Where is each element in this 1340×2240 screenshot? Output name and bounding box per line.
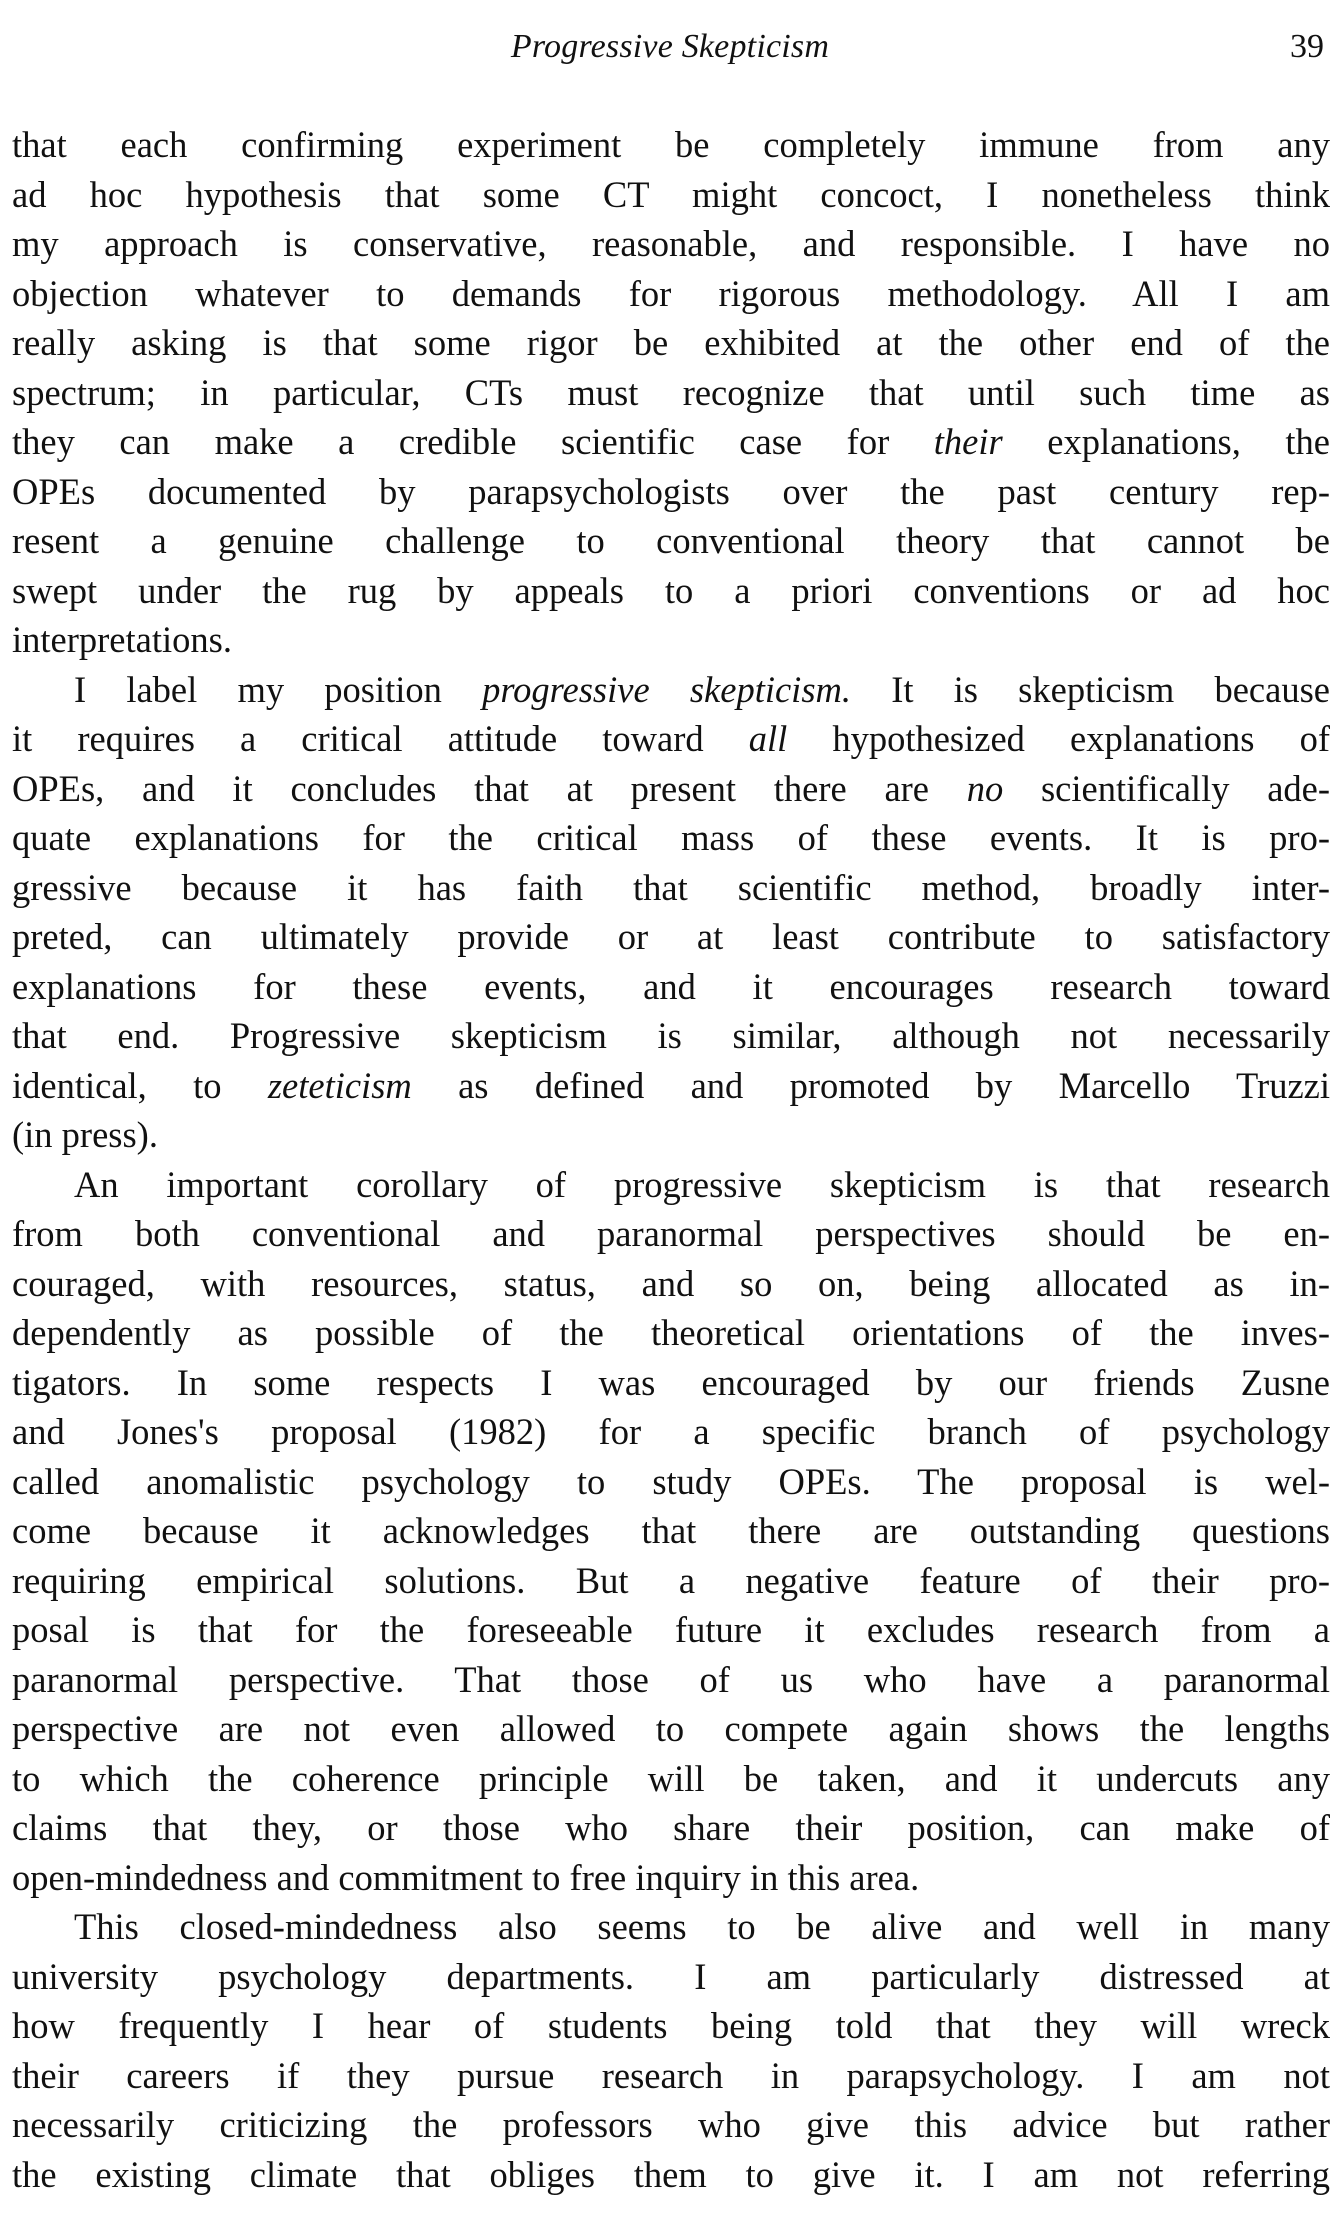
text-line: [12, 318, 1330, 368]
text-run: swept under the rug by appeals to a priori conventions or ad hoc: [12, 569, 1330, 611]
text-line: [12, 1110, 1330, 1160]
text-line: [12, 2051, 1330, 2101]
text-line: [12, 1506, 1330, 1556]
text-run: as defined and promoted by Marcello Truzzi: [411, 1064, 1330, 1106]
text-line: [12, 170, 1330, 220]
text-run: that each confirming experiment be completely immune from any: [12, 124, 1330, 165]
text-run: explanations for these events, and it encourages research toward: [12, 965, 1330, 1007]
text-line: [12, 516, 1330, 566]
text-line: [12, 1952, 1330, 2002]
text-run: hypothesized explanations of: [787, 718, 1330, 759]
text-run: resent a genuine challenge to conventional theory that cannot be: [12, 520, 1330, 561]
paragraph: [12, 1160, 1330, 1903]
text-line: [12, 714, 1330, 764]
text-run: that end. Progressive skepticism is similar, although not necessarily: [12, 1015, 1330, 1056]
running-title: Progressive Skepticism: [510, 28, 830, 65]
italic-run: zeteticism: [267, 1064, 412, 1106]
italic-run: their: [933, 421, 1003, 462]
italic-run: progressive skepticism.: [482, 668, 852, 710]
text-run: to which the coherence principle will be taken, and it undercuts any: [12, 1757, 1330, 1799]
text-line: [12, 2001, 1330, 2051]
text-run: objection whatever to demands for rigorous methodology. All I am: [12, 272, 1330, 314]
body-text: [12, 120, 1330, 2199]
text-line: [12, 1556, 1330, 1606]
text-run: and Jones's proposal (1982) for a specific branch of psychology: [12, 1411, 1330, 1452]
text-line: [12, 2150, 1330, 2200]
text-line: [12, 764, 1330, 814]
text-line: [12, 863, 1330, 913]
text-run: explanations, the: [1002, 421, 1330, 462]
text-run: their careers if they pursue research in parapsychology. I am not: [12, 2054, 1330, 2096]
text-run: my approach is conservative, reasonable, and responsible. I have no: [12, 223, 1330, 264]
text-line: [12, 566, 1330, 616]
text-line: [12, 2100, 1330, 2150]
text-run: This closed-mindedness also seems to be alive and well in many: [74, 1906, 1330, 1947]
text-run: spectrum; in particular, CTs must recognize that until such time as: [12, 371, 1330, 413]
text-run: identical, to: [12, 1064, 268, 1106]
text-line: [12, 219, 1330, 269]
text-run: (in press).: [12, 1114, 158, 1155]
paragraph: [12, 1902, 1330, 2199]
text-run: called anomalistic psychology to study OPEs. The proposal is wel-: [12, 1460, 1330, 1502]
text-line: [12, 1358, 1330, 1408]
text-line: [12, 1407, 1330, 1457]
text-run: gressive because it has faith that scientific method, broadly inter-: [12, 866, 1330, 908]
text-run: from both conventional and paranormal perspectives should be en-: [12, 1213, 1330, 1254]
text-run: how frequently I hear of students being told that they will wreck: [12, 2005, 1330, 2046]
text-line: [12, 467, 1330, 517]
text-line: [12, 1457, 1330, 1507]
text-run: dependently as possible of the theoretical orientations of the inves-: [12, 1312, 1330, 1353]
text-run: they can make a credible scientific case for: [12, 421, 934, 462]
text-run: claims that they, or those who share their position, can make of: [12, 1807, 1330, 1848]
paragraph: [12, 665, 1330, 1160]
text-line: [12, 1704, 1330, 1754]
text-run: interpretations.: [12, 619, 232, 660]
text-line: [12, 269, 1330, 319]
running-head: [0, 22, 1340, 72]
text-line: [12, 1011, 1330, 1061]
text-line: [12, 1259, 1330, 1309]
text-run: OPEs documented by parapsychologists over the past century rep-: [12, 470, 1330, 512]
text-line: [12, 1902, 1330, 1952]
text-run: preted, can ultimately provide or at least contribute to satisfactory: [12, 916, 1330, 957]
text-run: quate explanations for the critical mass of these events. It is pro-: [12, 817, 1330, 858]
text-line: [12, 615, 1330, 665]
page-number: 39: [1290, 28, 1324, 65]
text-run: OPEs, and it concludes that at present there are: [12, 767, 967, 809]
text-line: [12, 1308, 1330, 1358]
text-run: posal is that for the foreseeable future it excludes research from a: [12, 1609, 1330, 1650]
text-line: [12, 120, 1330, 170]
text-run: it requires a critical attitude toward: [12, 718, 749, 759]
text-run: paranormal perspective. That those of us who have a paranormal: [12, 1658, 1330, 1700]
text-run: requiring empirical solutions. But a negative feature of their pro-: [12, 1559, 1330, 1601]
text-run: scientifically ade-: [1003, 767, 1330, 809]
text-line: [12, 1160, 1330, 1210]
text-run: university psychology departments. I am particularly distressed at: [12, 1955, 1330, 1997]
paragraph: [12, 120, 1330, 665]
text-line: [12, 368, 1330, 418]
text-run: really asking is that some rigor be exhibited at the other end of the: [12, 322, 1330, 363]
text-run: I label my position: [74, 668, 483, 710]
text-run: tigators. In some respects I was encouraged by our friends Zusne: [12, 1361, 1330, 1403]
italic-run: no: [966, 767, 1004, 809]
text-line: [12, 1061, 1330, 1111]
text-run: open-mindedness and commitment to free inquiry in this area.: [12, 1856, 920, 1898]
text-line: [12, 417, 1330, 467]
text-run: perspective are not even allowed to compete again shows the lengths: [12, 1708, 1330, 1749]
text-line: [12, 1605, 1330, 1655]
text-line: [12, 1853, 1330, 1903]
text-run: the existing climate that obliges them to give it. I am not referring: [12, 2153, 1330, 2195]
text-line: [12, 1209, 1330, 1259]
italic-run: all: [748, 718, 788, 759]
text-run: come because it acknowledges that there are outstanding questions: [12, 1510, 1330, 1551]
text-run: It is skepticism because: [851, 668, 1330, 710]
text-run: necessarily criticizing the professors who give this advice but rather: [12, 2104, 1330, 2145]
text-run: couraged, with resources, status, and so on, being allocated as in-: [12, 1262, 1330, 1304]
text-line: [12, 912, 1330, 962]
text-line: [12, 813, 1330, 863]
text-line: [12, 1655, 1330, 1705]
text-line: [12, 1803, 1330, 1853]
text-line: [12, 1754, 1330, 1804]
text-line: [12, 962, 1330, 1012]
text-line: [12, 665, 1330, 715]
text-run: ad hoc hypothesis that some CT might concoct, I nonetheless think: [12, 173, 1330, 215]
text-run: An important corollary of progressive skepticism is that research: [74, 1163, 1330, 1205]
